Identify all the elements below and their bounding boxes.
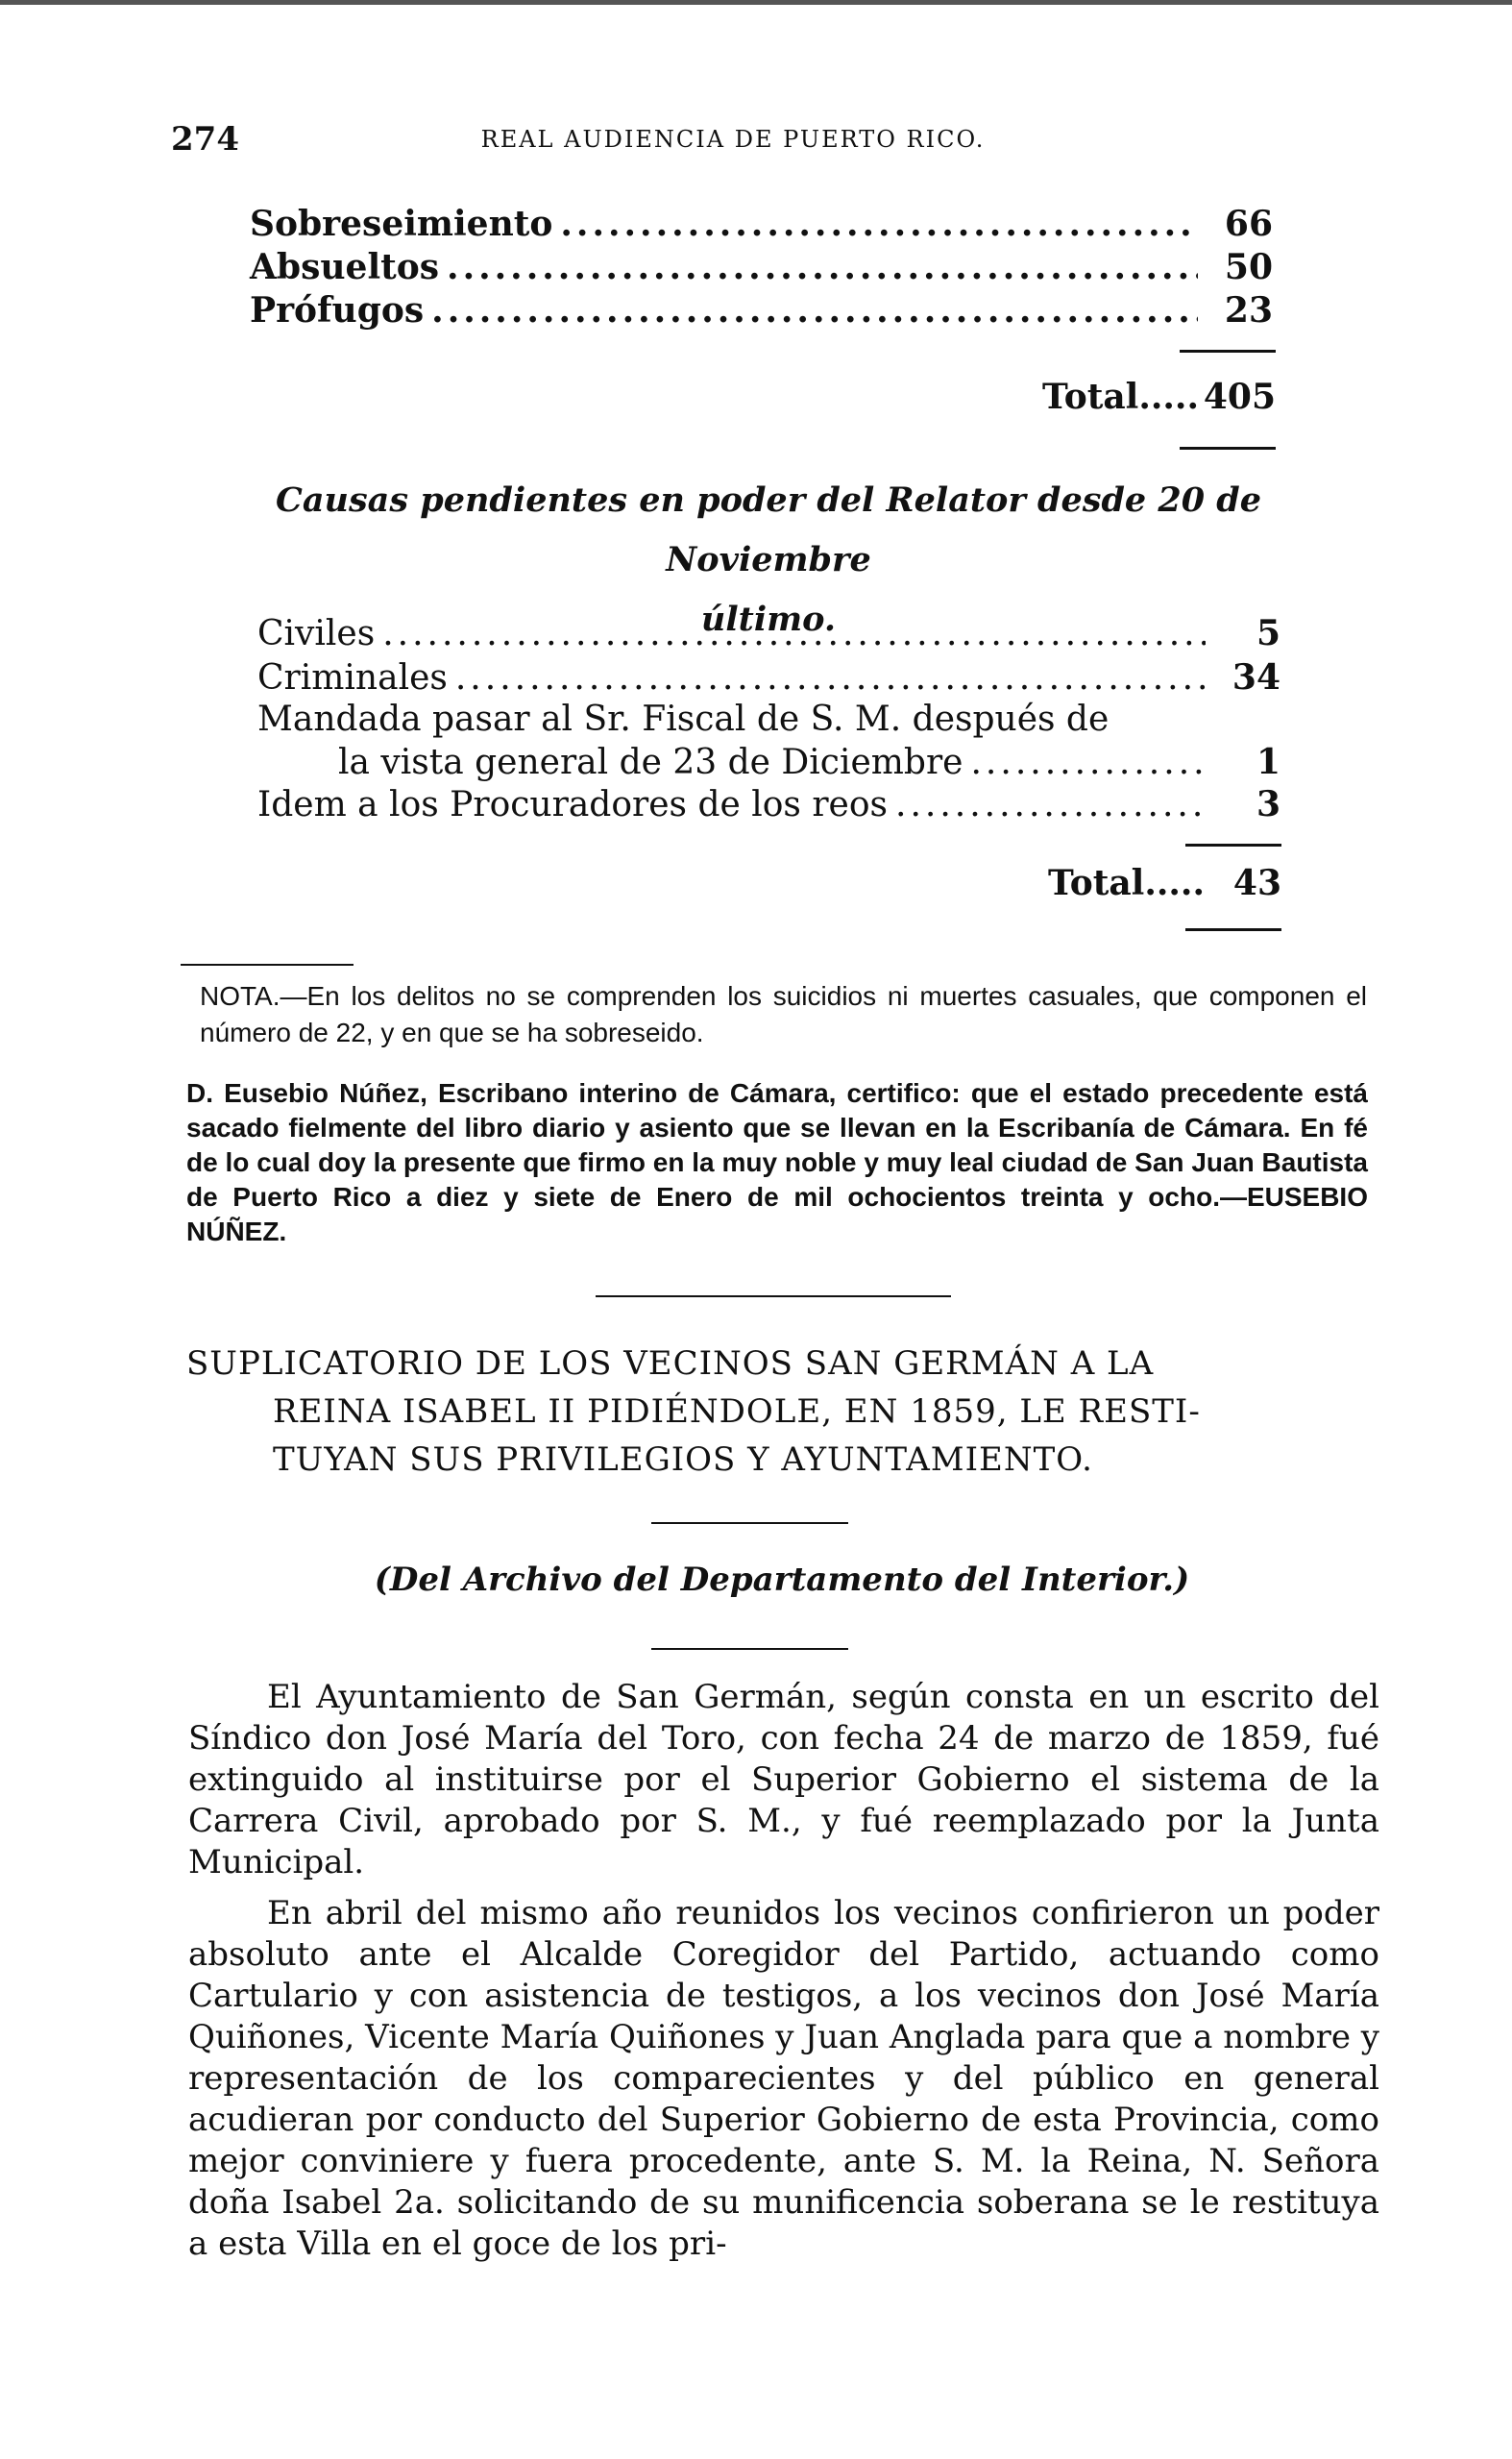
row-value: 50: [1224, 247, 1273, 287]
sum-rule: [1185, 928, 1281, 931]
page-header: [171, 120, 1295, 168]
certification-text: D. Eusebio Núñez, Escribano interino de Cámara, certifico: que el estado precedente está sacado fielmente del libro diario y asiento que se llevan en la Escribanía de Cámara. En fé de lo cual doy la presente que firmo en la muy noble y muy leal ciudad de San Juan Bautista de Puerto Rico a diez y siete de Enero de mil ochocientos treinta y ocho.—EUSEBIO NÚÑEZ.: [186, 1078, 1368, 1246]
leader-dots: [970, 743, 1206, 782]
row-label: Sobreseimiento: [250, 204, 553, 244]
row-label: Absueltos: [250, 247, 440, 287]
table-row: [250, 247, 1273, 287]
table-row: [257, 613, 1280, 653]
row-label: la vista general de 23 de Diciembre: [338, 743, 963, 782]
heading-line: Causas pendientes en poder del Relator desde 20 de Noviembre: [275, 480, 1262, 579]
total-row: [865, 863, 1281, 903]
sum-rule: [1185, 844, 1281, 847]
title-line: REINA ISABEL II PIDIÉNDOLE, EN 1859, LE RESTI-: [273, 1392, 1201, 1431]
row-label: Criminales: [257, 658, 448, 698]
heading-line: último.: [700, 600, 837, 639]
leader-dots: [895, 785, 1206, 824]
table-row: [338, 742, 1280, 782]
row-value: 34: [1232, 657, 1280, 698]
body-paragraph: En abril del mismo año reunidos los vecinos confirieron un poder absoluto ante el Alcalde Coregidor del Partido, actuando como Cartulario y con asistencia de testigos, a los vecinos don José María Quiñones, Vicente María Quiñones y Juan Anglada para que a nombre y representación de los comparecientes y del público en general acudieran por conducto del Superior Gobierno de esta Provincia, como mejor conviniere y fuera procedente, ante S. M. la Reina, N. Señora doña Isabel 2a. solicitando de su munificencia soberana se le restituya a esta Villa en el goce de los pri-: [188, 1894, 1379, 2263]
table-row: [257, 700, 1280, 739]
table-row: [257, 784, 1280, 824]
source-note: (Del Archivo del Departamento del Interior.): [374, 1561, 1190, 1599]
footnote-nota: NOTA.—En los delitos no se comprenden los suicidios ni muertes casuales, que componen el número de 22, y en que se ha sobreseido.: [200, 981, 1367, 1047]
row-value: 66: [1224, 204, 1273, 244]
row-value: 5: [1256, 613, 1280, 653]
leader-dots: [455, 658, 1206, 698]
row-label: Mandada pasar al Sr. Fiscal de S. M. después de: [257, 700, 1110, 739]
footnote-separator: [181, 964, 354, 966]
title-separator: [651, 1522, 848, 1524]
row-label: Idem a los Procuradores de los reos: [257, 785, 888, 824]
sum-rule: [1180, 350, 1276, 353]
title-line: SUPLICATORIO DE LOS VECINOS SAN GERMÁN A LA: [186, 1344, 1155, 1383]
row-label: Civiles: [257, 614, 376, 653]
section-separator: [596, 1295, 951, 1297]
row-value: 3: [1256, 784, 1280, 824]
total-label: Total.....: [1048, 863, 1205, 903]
source-separator: [651, 1648, 848, 1650]
table-row: [250, 290, 1273, 331]
section-title: [186, 1340, 1378, 1484]
table-row: [257, 657, 1280, 698]
row-value: 1: [1256, 742, 1280, 782]
leader-dots: [560, 204, 1198, 244]
total-value: 43: [1232, 863, 1281, 903]
table-row: [250, 204, 1273, 244]
sum-rule: [1180, 447, 1276, 450]
total-row: [865, 377, 1276, 417]
leader-dots: [431, 290, 1198, 331]
leader-dots: [447, 247, 1198, 287]
row-value: 23: [1224, 290, 1273, 331]
body-paragraph: El Ayuntamiento de San Germán, según consta en un escrito del Síndico don José María del Toro, con fecha 24 de marzo de 1859, fué extinguido al instituirse por el Superior Gobierno el sistema de la Carrera Civil, aprobado por S. M., y fué reemplazado por la Junta Municipal.: [188, 1678, 1379, 1881]
title-line: TUYAN SUS PRIVILEGIOS Y AYUNTAMIENTO.: [273, 1440, 1093, 1479]
total-value: 405: [1203, 377, 1276, 417]
leader-dots: [382, 614, 1206, 653]
total-label: Total.....: [1042, 377, 1199, 417]
page-number: 274: [171, 120, 239, 159]
row-label: Prófugos: [250, 290, 425, 331]
running-head: REAL AUDIENCIA DE PUERTO RICO.: [480, 126, 986, 153]
